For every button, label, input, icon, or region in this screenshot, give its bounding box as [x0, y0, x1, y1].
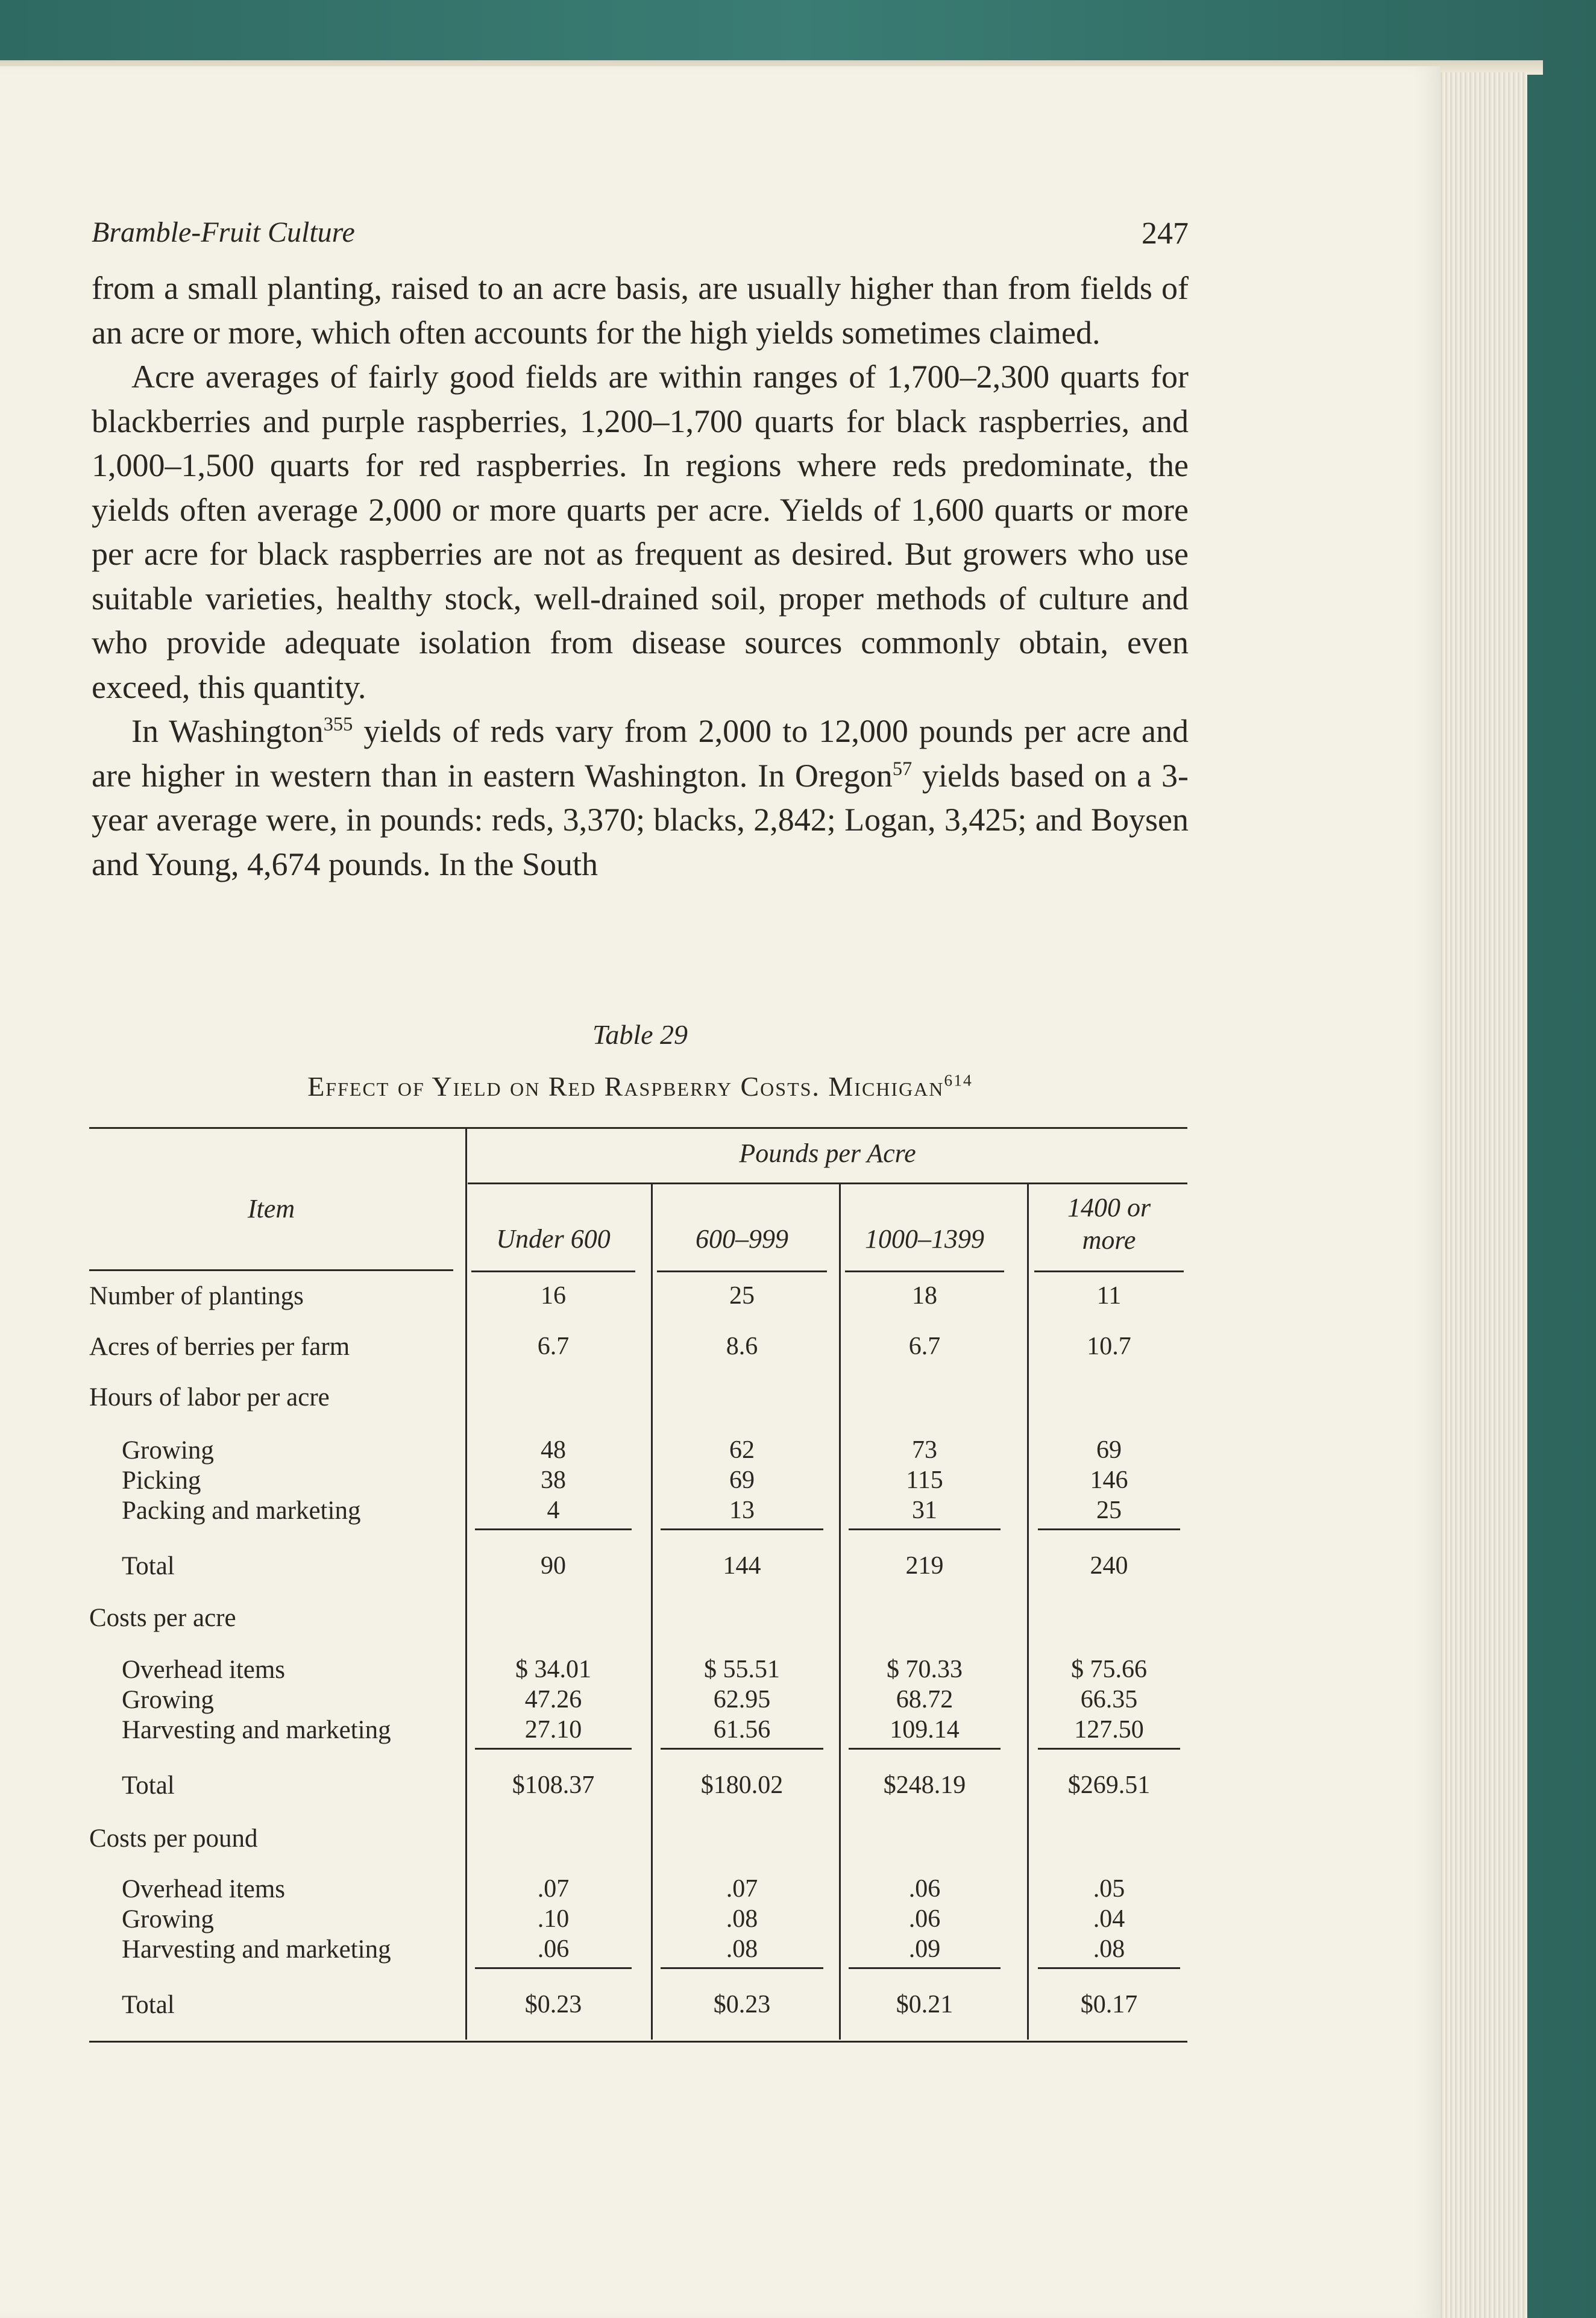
table-cell: $0.21	[896, 1991, 954, 2018]
table-cell: .07	[726, 1875, 758, 1903]
column-divider	[465, 1127, 467, 2040]
row-label-hours-heading: Hours of labor per acre	[89, 1383, 330, 1412]
reference-superscript: 57	[892, 758, 913, 780]
column-divider	[839, 1183, 841, 2040]
table-cell: 240	[1090, 1552, 1128, 1580]
table-cell: 11	[1096, 1282, 1122, 1310]
table-cell: 25	[1096, 1497, 1122, 1524]
item-header: Item	[247, 1194, 295, 1223]
column-header-rule	[471, 1271, 635, 1272]
table-cell: $0.17	[1080, 1991, 1138, 2018]
paragraph-2: Acre averages of fairly good fields are within ranges of 1,700–2,300 quarts for blackberries and purple raspberries, 1,200–1,700 quarts for black raspberries, and 1,000–1,500 quarts for red raspberries. In regions where reds predominate, the yields often average 2,000 or more quarts per acre. Yields of 1,600 quarts or more per acre for black raspberries are not as frequent as desired. But growers who use suitable varieties, healthy stock, well-drained soil, proper methods of culture and who provide adequate isolation from disease sources commonly obtain, even exceed, this quantity.	[92, 359, 1189, 705]
table-cell: 68.72	[896, 1686, 954, 1713]
total-rule	[849, 1748, 1001, 1750]
table-cell: 61.56	[713, 1716, 771, 1744]
row-label-cost-acre-growing: Growing	[122, 1686, 214, 1714]
row-label-hours-total: Total	[122, 1552, 175, 1580]
table-cell: 47.26	[524, 1686, 582, 1713]
table-cell: .05	[1093, 1875, 1125, 1903]
table-cell: 66.35	[1080, 1686, 1138, 1713]
table-cell: 109.14	[890, 1716, 960, 1744]
total-rule	[1038, 1748, 1180, 1750]
total-rule	[475, 1967, 632, 1969]
table-cell: $ 55.51	[704, 1656, 780, 1683]
group-header-rule	[468, 1183, 1187, 1184]
table-cell: 18	[912, 1282, 937, 1310]
row-label-hours-picking: Picking	[122, 1466, 201, 1495]
table-cell: $0.23	[524, 1991, 582, 2018]
column-header: 1000–1399	[865, 1224, 984, 1254]
row-label-cost-lb-growing: Growing	[122, 1905, 214, 1933]
group-header: Pounds per Acre	[739, 1139, 916, 1168]
table-cell: $ 70.33	[887, 1656, 963, 1683]
total-rule	[1038, 1967, 1180, 1969]
table-cell: $180.02	[700, 1771, 784, 1799]
table-cell: $ 34.01	[515, 1656, 591, 1683]
table-cell: 146	[1090, 1466, 1128, 1494]
running-head	[92, 212, 1189, 254]
total-rule	[475, 1528, 632, 1530]
column-header-rule	[845, 1271, 1004, 1272]
page-number: 247	[1142, 216, 1189, 251]
column-header: 600–999	[696, 1224, 788, 1254]
table-cell: 127.50	[1074, 1716, 1144, 1744]
table-cell: 16	[541, 1282, 566, 1310]
table-cell: 10.7	[1087, 1333, 1131, 1360]
table-cell: 27.10	[524, 1716, 582, 1744]
row-label-acres: Acres of berries per farm	[89, 1333, 350, 1361]
running-title: Bramble-Fruit Culture	[92, 216, 355, 248]
column-header: Under 600	[496, 1224, 611, 1254]
total-rule	[849, 1528, 1001, 1530]
row-label-cost-lb-harvest: Harvesting and marketing	[122, 1935, 391, 1964]
column-header: 1400 or	[1067, 1193, 1151, 1222]
table-cell: .06	[908, 1875, 941, 1903]
table-cell: $248.19	[883, 1771, 966, 1799]
table-title-reference: 614	[944, 1070, 973, 1090]
row-label-cost-lb-overhead: Overhead items	[122, 1875, 286, 1903]
reference-superscript: 355	[323, 714, 353, 735]
table-cell: 69	[1096, 1436, 1122, 1464]
table-cell: $ 75.66	[1071, 1656, 1147, 1683]
total-rule	[661, 1967, 823, 1969]
row-label-cost-acre-heading: Costs per acre	[89, 1604, 236, 1632]
table-cell: 62.95	[713, 1686, 771, 1713]
row-label-plantings: Number of plantings	[89, 1282, 304, 1310]
table-cell: 69	[729, 1466, 755, 1494]
table-cell: .08	[1093, 1935, 1125, 1963]
total-rule	[1038, 1528, 1180, 1530]
row-label-cost-acre-overhead: Overhead items	[122, 1656, 286, 1684]
table-cell: .06	[537, 1935, 570, 1963]
column-divider	[651, 1183, 653, 2040]
table-cell: 4	[547, 1497, 560, 1524]
total-rule	[661, 1528, 823, 1530]
table-cell: 31	[912, 1497, 937, 1524]
table-title-text: Effect of Yield on Red Raspberry Costs. Michigan	[307, 1071, 944, 1102]
table-cell: 90	[541, 1552, 566, 1580]
table-cell: 6.7	[537, 1333, 570, 1360]
row-label-cost-lb-total: Total	[122, 1991, 175, 2019]
column-header-rule	[657, 1271, 827, 1272]
table-title	[92, 1070, 1189, 1102]
table-cell: 6.7	[908, 1333, 941, 1360]
table-cell: $0.23	[713, 1991, 771, 2018]
row-label-hours-packing: Packing and marketing	[122, 1497, 361, 1525]
total-rule	[475, 1748, 632, 1750]
table-cell: 219	[905, 1552, 944, 1580]
item-header-rule	[89, 1269, 453, 1271]
table-cell: $269.51	[1067, 1771, 1151, 1799]
total-rule	[661, 1748, 823, 1750]
row-label-cost-acre-total: Total	[122, 1771, 175, 1800]
table-caption	[92, 1019, 1189, 1102]
row-label-hours-growing: Growing	[122, 1436, 214, 1465]
table-cell: 8.6	[726, 1333, 758, 1360]
table-cell: .09	[908, 1935, 941, 1963]
row-label-cost-acre-harvest: Harvesting and marketing	[122, 1716, 391, 1744]
column-header: more	[1082, 1225, 1136, 1255]
table-cell: 38	[541, 1466, 566, 1494]
table-cell: .07	[537, 1875, 570, 1903]
paragraph-3	[92, 709, 1189, 887]
table-number: Table 29	[592, 1019, 688, 1050]
table-cell: 48	[541, 1436, 566, 1464]
paragraph-3-part-1: In Washington	[131, 713, 324, 749]
body-text	[92, 266, 1189, 887]
table-cell: .04	[1093, 1905, 1125, 1933]
table-top-rule	[89, 1127, 1187, 1129]
table-cell: .08	[726, 1935, 758, 1963]
table-cell: .06	[908, 1905, 941, 1933]
column-header-rule	[1034, 1271, 1184, 1272]
table-cell: 13	[729, 1497, 755, 1524]
table-cell: 115	[906, 1466, 943, 1494]
row-label-cost-lb-heading: Costs per pound	[89, 1824, 258, 1853]
paragraph-3-part-3: yields based on a 3-year average were, in pounds: reds, 3,370; blacks, 2,842; Logan, 3,425; and Boysen and Young, 4,674 pounds. In the South	[92, 757, 1189, 882]
paragraph-3-part-2: yields of reds vary from 2,000 to 12,000 pounds per acre and are higher in western than in eastern Washington. In Oregon	[92, 713, 1189, 794]
table-bottom-rule	[89, 2041, 1187, 2043]
table-cell: 25	[729, 1282, 755, 1310]
total-rule	[849, 1967, 1001, 1969]
table-cell: 73	[912, 1436, 937, 1464]
table-cell: $108.37	[512, 1771, 595, 1799]
table-cell: .10	[537, 1905, 570, 1933]
table-cell: 62	[729, 1436, 755, 1464]
table-cell: .08	[726, 1905, 758, 1933]
table-cell: 144	[723, 1552, 761, 1580]
column-divider	[1027, 1183, 1029, 2040]
paragraph-1: from a small planting, raised to an acre basis, are usually higher than from fields of an acre or more, which often accounts for the high yields sometimes claimed.	[92, 270, 1189, 351]
